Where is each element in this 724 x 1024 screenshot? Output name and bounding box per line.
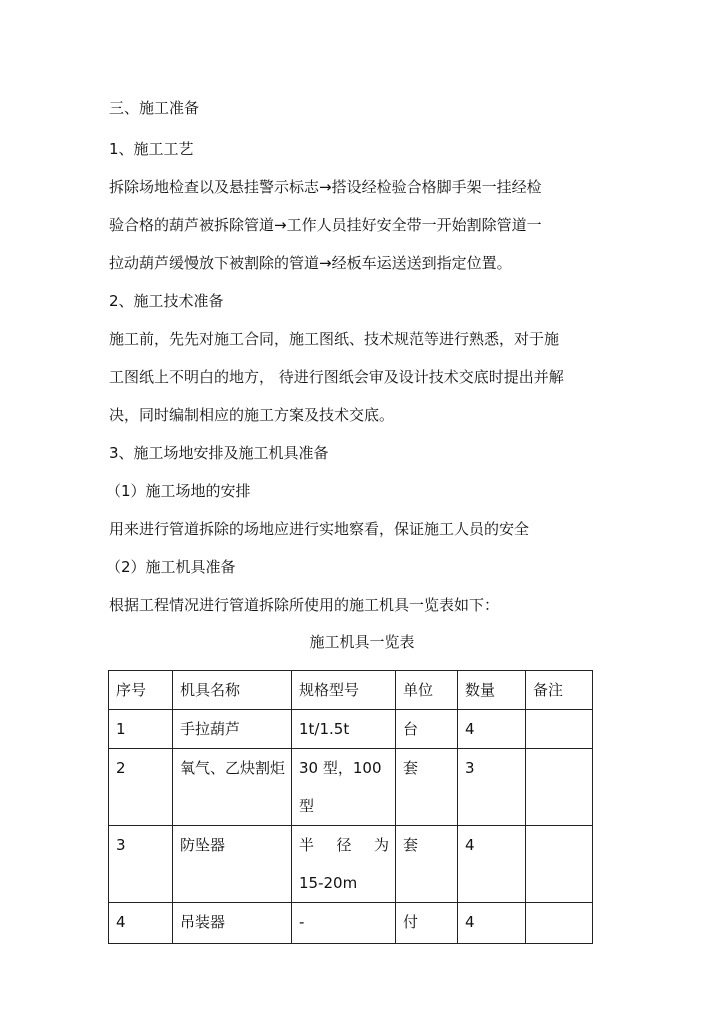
cell-unit: 付 [396, 903, 458, 944]
table-row [109, 826, 593, 903]
cell-unit: 套 [396, 749, 458, 826]
sub-item-title: （1）施工场地的安排 [106, 482, 251, 500]
header-cell: 机具名称 [173, 671, 292, 710]
header-cell: 规格型号 [292, 671, 396, 710]
paragraph-line: 施工前，先先对施工合同，施工图纸、技术规范等进行熟悉，对于施 [109, 330, 560, 348]
paragraph-line: 拉动葫芦缓慢放下被割除的管道→经板车运送送到指定位置。 [109, 254, 512, 272]
cell-qty: 4 [458, 710, 526, 749]
cell-spec: 30 型，100 型 [292, 749, 396, 826]
header-cell: 备注 [526, 671, 593, 710]
cell-qty: 4 [458, 826, 526, 903]
header-cell: 序号 [109, 671, 173, 710]
header-cell: 数量 [458, 671, 526, 710]
cell-spec: 1t/1.5t [292, 710, 396, 749]
cell-spec [292, 826, 396, 903]
cell-spec: - [292, 903, 396, 944]
cell-qty: 4 [458, 903, 526, 944]
paragraph-line: 拆除场地检查以及悬挂警示标志→搭设经检验合格脚手架一挂经检 [109, 178, 542, 196]
subsection-title-process: 1、施工工艺 [109, 140, 194, 158]
subsection-title-site: 3、施工场地安排及施工机具准备 [109, 444, 329, 462]
cell-no: 3 [109, 826, 173, 903]
paragraph-line: 用来进行管道拆除的场地应进行实地察看，保证施工人员的安全 [109, 520, 530, 538]
cell-no: 2 [109, 749, 173, 826]
table-row [109, 710, 593, 749]
cell-name: 防坠器 [173, 826, 292, 903]
sub-item-title: （2）施工机具准备 [106, 558, 236, 576]
cell-no: 4 [109, 903, 173, 944]
table-row [109, 903, 593, 944]
cell-name: 手拉葫芦 [173, 710, 292, 749]
paragraph-line: 决，同时编制相应的施工方案及技术交底。 [109, 406, 395, 424]
cell-note [526, 826, 593, 903]
section-heading: 三、施工准备 [109, 99, 200, 117]
cell-note [526, 710, 593, 749]
cell-no: 1 [109, 710, 173, 749]
spec-word: 为 [373, 836, 389, 854]
subsection-title-tech: 2、施工技术准备 [109, 292, 224, 310]
cell-name: 氧气、乙炔割炬 [173, 749, 292, 826]
cell-name: 吊装器 [173, 903, 292, 944]
spec-range: 15-20m [299, 874, 358, 892]
paragraph-line: 验合格的葫芦被拆除管道→工作人员挂好安全带一开始割除管道一 [109, 216, 542, 234]
paragraph-line: 根据工程情况进行管道拆除所使用的施工机具一览表如下： [109, 596, 500, 614]
cell-note [526, 749, 593, 826]
header-cell: 单位 [396, 671, 458, 710]
table-header-row [109, 671, 593, 710]
spec-word: 径 [336, 836, 352, 854]
equipment-table [108, 670, 593, 944]
table-caption: 施工机具一览表 [309, 633, 415, 651]
table-row [109, 749, 593, 826]
spec-word: 半 [299, 836, 315, 854]
paragraph-line: 工图纸上不明白的地方， 待进行图纸会审及设计技术交底时提出并解 [109, 368, 564, 386]
cell-note [526, 903, 593, 944]
cell-unit: 套 [396, 826, 458, 903]
spec-justified-line [299, 826, 389, 864]
cell-qty: 3 [458, 749, 526, 826]
cell-unit: 台 [396, 710, 458, 749]
